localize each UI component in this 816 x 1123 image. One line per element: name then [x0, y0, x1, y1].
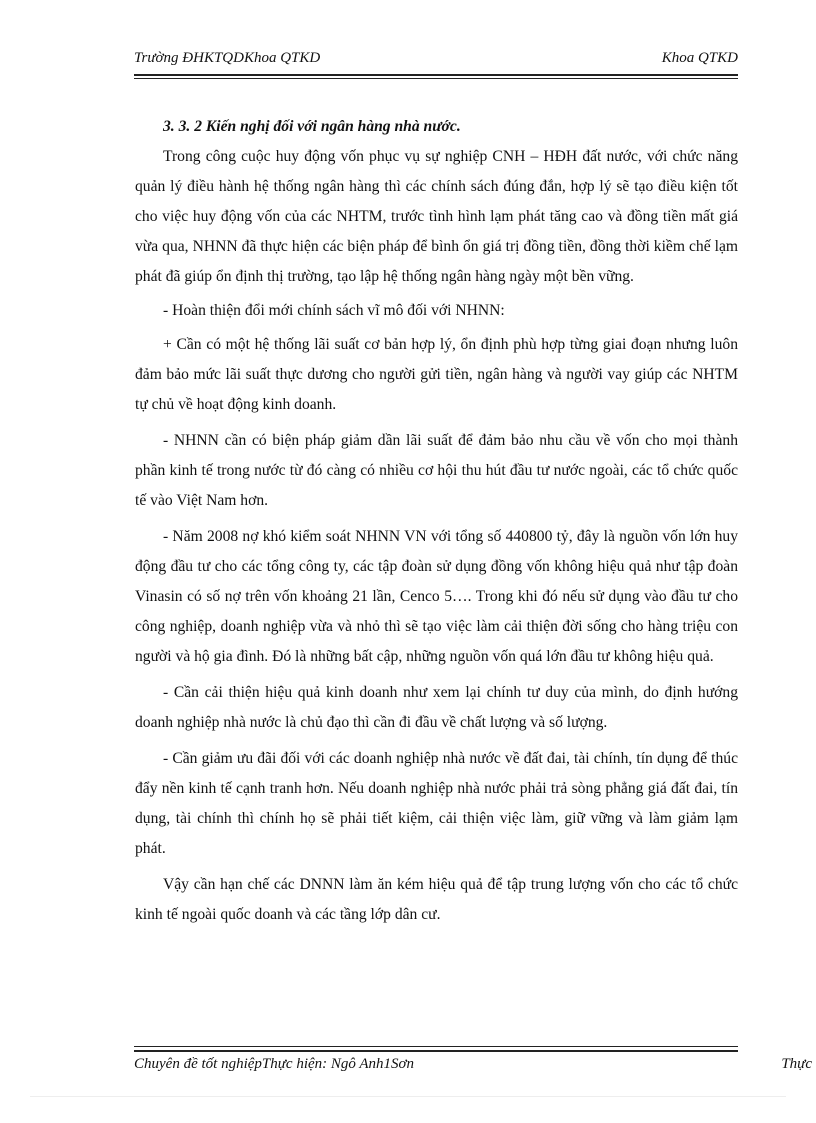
footer-rule-thin — [134, 1046, 738, 1047]
header-rule-thin — [134, 78, 738, 79]
paragraph-conclusion: Vậy cần hạn chế các DNNN làm ăn kém hiệu quả để tập trung lượng vốn cho các tổ chức kinh tế ngoài quốc doanh và các tầng lớp dân cư. — [135, 876, 738, 923]
footer-author — [134, 1056, 414, 1073]
document-body — [135, 112, 738, 934]
paragraph-macro-policy: - Hoàn thiện đổi mới chính sách vĩ mô đối với NHNN: — [163, 302, 505, 319]
header-faculty: Khoa QTKD — [661, 50, 738, 66]
paragraph-interest-rate: + Cần có một hệ thống lãi suất cơ bản hợp lý, ổn định phù hợp từng giai đoạn nhưng luôn đảm bảo mức lãi suất thực dương cho người gửi tiền, ngân hàng và người vay giúp các NHTM tự chủ về hoạt động kinh doanh. — [135, 336, 738, 413]
paragraph-intro: Trong công cuộc huy động vốn phục vụ sự nghiệp CNH – HĐH đất nước, với chức năng quản lý điều hành hệ thống ngân hàng thì các chính sách đúng đắn, hợp lý sẽ tạo điều kiện tốt cho việc huy động vốn của các NHTM, trước tình hình lạm phát tăng cao và đồng tiền mất giá vừa qua, NHNN đã thực hiện các biện pháp để bình ổn giá trị đồng tiền, đồng thời kiềm chế lạm phát đã giúp ổn định thị trường, tạo lập hệ thống ngân hàng ngày một bền vững. — [135, 148, 738, 285]
page-number: 1 — [383, 1056, 392, 1072]
paragraph-reduce-incentives: - Cần giảm ưu đãi đối với các doanh nghiệp nhà nước về đất đai, tài chính, tín dụng để thúc đẩy nền kinh tế cạnh tranh hơn. Nếu doanh nghiệp nhà nước phải trả sòng phẳng giá đất đai, tín dụng, tài chính thì chính họ sẽ phải tiết kiệm, cải thiện việc làm, giữ vững và làm giảm lạm phát. — [135, 750, 738, 857]
footer-right: Thực — [781, 1056, 812, 1072]
page-bottom-divider — [30, 1096, 786, 1097]
footer-author-tail: Sơn — [391, 1056, 415, 1072]
paragraph-reduce-rates: - NHNN cần có biện pháp giảm dần lãi suất để đảm bảo nhu cầu về vốn cho mọi thành phần kinh tế trong nước từ đó càng có nhiều cơ hội thu hút đầu tư nước ngoài, các tổ chức quốc tế vào Việt Nam hơn. — [135, 432, 738, 509]
header-rule — [134, 74, 738, 76]
section-heading: 3. 3. 2 Kiến nghị đối với ngân hàng nhà nước. — [163, 118, 461, 135]
page-header — [134, 46, 738, 74]
paragraph-debt-2008: - Năm 2008 nợ khó kiểm soát NHNN VN với tổng số 440800 tỷ, đây là nguồn vốn lớn huy động đầu tư cho các tổng công ty, các tập đoàn sử dụng đồng vốn không hiệu quả như tập đoàn Vinasin có số nợ trên vốn khoảng 21 lần, Cenco 5…. Trong khi đó nếu sử dụng vào đầu tư cho công nghiệp, doanh nghiệp vừa và nhỏ thì sẽ tạo việc làm cải thiện đời sống cho hàng triệu con người và hộ gia đình. Đó là những bất cập, những nguồn vốn quá lớn đầu tư không hiệu quả. — [135, 528, 738, 665]
footer-author-text: Chuyên đề tốt nghiệpThực hiện: Ngô Anh — [134, 1056, 384, 1072]
footer-rule — [134, 1050, 738, 1052]
paragraph-efficiency: - Cần cải thiện hiệu quả kinh doanh như xem lại chính tư duy của mình, do định hướng doanh nghiệp nhà nước là chủ đạo thì cần đi đầu về chất lượng và số lượng. — [135, 684, 738, 731]
header-school: Trường ĐHKTQDKhoa QTKD — [134, 50, 321, 66]
